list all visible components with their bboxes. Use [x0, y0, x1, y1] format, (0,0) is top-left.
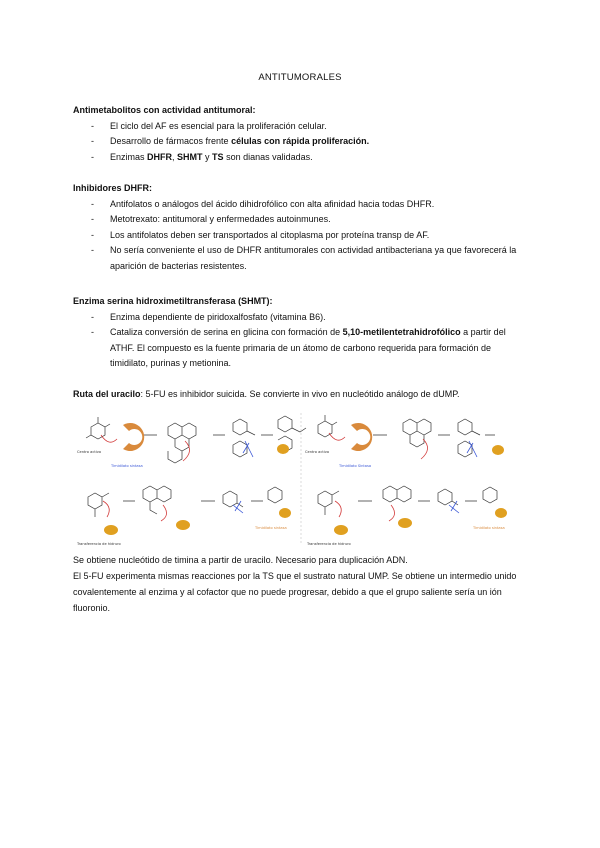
bullet-dash: - — [91, 120, 94, 131]
right-final-label: Timidilato sintasa — [473, 526, 505, 530]
red-curved-arrow — [183, 441, 190, 461]
text: Metotrexato: antitumoral y enfermedades autoinmunes. — [110, 214, 331, 224]
text: Enzima dependiente de piridoxalfosfato (vitamina B6). — [110, 311, 326, 322]
enzyme-blob — [277, 444, 289, 454]
section-heading: Enzima serina hidroximetiltransferasa (SHMT): — [73, 296, 273, 306]
enzyme-shape-right — [351, 423, 372, 451]
bullet-dash: - — [91, 136, 94, 146]
text: Cataliza conversión de serina en glicina con formación de — [110, 327, 343, 337]
right-pyrimidine — [318, 415, 337, 437]
bold-text: 5,10-metilentetrahidrofólico — [342, 327, 461, 337]
list-item — [73, 228, 528, 244]
red-curved-arrow — [389, 505, 395, 521]
bottom-ring-3 — [223, 491, 243, 507]
enzyme-blob — [279, 508, 291, 518]
list-item — [73, 150, 528, 166]
right-bottom-ring-4 — [483, 487, 497, 503]
bullet-list — [73, 119, 528, 166]
bullet-dash: - — [91, 151, 94, 162]
list-item — [73, 134, 528, 150]
uracil-text: : 5-FU es inhibidor suicida. Se convierte in vivo en nucleótido análogo de dUMP. — [140, 389, 460, 399]
bottom-ring-2 — [143, 486, 171, 514]
list-item — [73, 119, 528, 135]
section-heading: Antimetabolitos con actividad antitumoral: — [73, 105, 256, 115]
section-shmt — [73, 294, 528, 372]
enzyme-blob — [495, 508, 507, 518]
page-title: ANTITUMORALES — [258, 72, 342, 83]
bullet-dash: - — [91, 245, 94, 255]
enzyme-blob — [492, 445, 504, 455]
enzyme-blob — [176, 520, 190, 530]
right-product-label: Transferencia de hidruro — [307, 542, 351, 546]
uracil-heading: Ruta del uracilo — [73, 389, 141, 399]
blue-bond-mark — [233, 501, 243, 513]
blue-bond-mark — [449, 501, 459, 513]
bullet-dash: - — [91, 214, 94, 224]
right-folate — [403, 419, 431, 447]
section-ruta-uracilo — [73, 387, 528, 403]
bullet-list — [73, 197, 528, 275]
right-enzyme-label: Timidilato Sintasa — [339, 464, 372, 468]
reaction-mechanism-figure — [73, 405, 528, 551]
enzyme-blob — [334, 525, 348, 535]
bold-text: TS — [212, 151, 224, 162]
list-item — [73, 310, 528, 326]
folate-ring — [168, 423, 196, 447]
bottom-ring-1 — [88, 493, 109, 517]
pyrimidine-ring — [91, 423, 105, 439]
ring-substituents — [86, 417, 110, 438]
right-site-label: Centro activo — [305, 450, 330, 454]
left-final-label: Timidilato sintasa — [255, 526, 287, 530]
enzyme-blob — [104, 525, 118, 535]
list-item — [73, 197, 528, 213]
footer-line-2: El 5-FU experimenta mismas reacciones por la TS que el sustrato natural UMP. Se obtiene un intermedio unido covalentemente al enzima y al cofactor que no puede progresar, debido a que el grupo saliente sería un ión fluoronio. — [73, 571, 517, 613]
section-heading: Inhibidores DHFR: — [73, 183, 152, 193]
enzyme-blob — [398, 518, 412, 528]
text: Enzimas — [110, 151, 148, 162]
bold-text: células con rápida proliferación. — [231, 136, 370, 146]
red-curved-arrow — [335, 501, 341, 517]
bottom-ring-4 — [268, 487, 282, 503]
list-item — [73, 243, 528, 274]
bold-text: DHFR — [147, 151, 173, 162]
text: a partir del ATHF. El compuesto es la fuente primaria de un átomo de carbono requerida para formación de timidilato, purinas y metionina. — [110, 327, 506, 368]
text: , — [172, 151, 178, 162]
bullet-dash: - — [91, 229, 94, 240]
bullet-dash: - — [91, 327, 94, 337]
right-bottom-ring-2 — [383, 486, 411, 502]
text: y — [202, 151, 213, 162]
folate-ring-2 — [168, 439, 189, 463]
bullet-dash: - — [91, 311, 94, 322]
section-antimetabolitos — [73, 103, 528, 165]
uracil-paragraph — [73, 387, 528, 403]
red-curved-arrow — [161, 505, 167, 521]
text: son dianas validadas. — [223, 151, 313, 162]
right-bottom-ring-1 — [318, 491, 339, 515]
list-item — [73, 325, 528, 372]
section-inhibidores-dhfr — [73, 181, 528, 274]
bullet-dash: - — [91, 198, 94, 209]
text: No sería conveniente el uso de DHFR antitumorales con actividad antibacteriana ya que favorecerá la aparición de bacterias resistentes. — [110, 245, 517, 271]
mechanism-diagram — [73, 405, 528, 551]
text: Los antifolatos deben ser transportados al citoplasma por proteína transp de AF. — [110, 229, 430, 240]
text: Antifolatos o análogos del ácido dihidrofólico con alta afinidad hacia todas DHFR. — [110, 198, 435, 209]
bold-text: SHMT — [177, 151, 203, 162]
list-item — [73, 212, 528, 228]
red-curved-arrow — [103, 501, 109, 517]
footer-text — [73, 552, 528, 616]
text: El ciclo del AF es esencial para la proliferación celular. — [110, 120, 327, 131]
right-intermediate — [458, 419, 480, 457]
left-site-label: Centro activo — [77, 450, 102, 454]
bullet-list — [73, 310, 528, 372]
footer-line-1: Se obtiene nucleótido de timina a partir de uracilo. Necesario para duplicación ADN. — [73, 555, 408, 565]
left-product-label: Transferencia de hidruro — [77, 542, 121, 546]
right-bottom-ring-3 — [438, 489, 458, 505]
text: Desarrollo de fármacos frente — [110, 136, 232, 146]
red-curved-arrow — [329, 433, 345, 440]
left-enzyme-label: Timidilato sintasa — [111, 464, 143, 468]
enzyme-shape-left — [123, 423, 144, 451]
